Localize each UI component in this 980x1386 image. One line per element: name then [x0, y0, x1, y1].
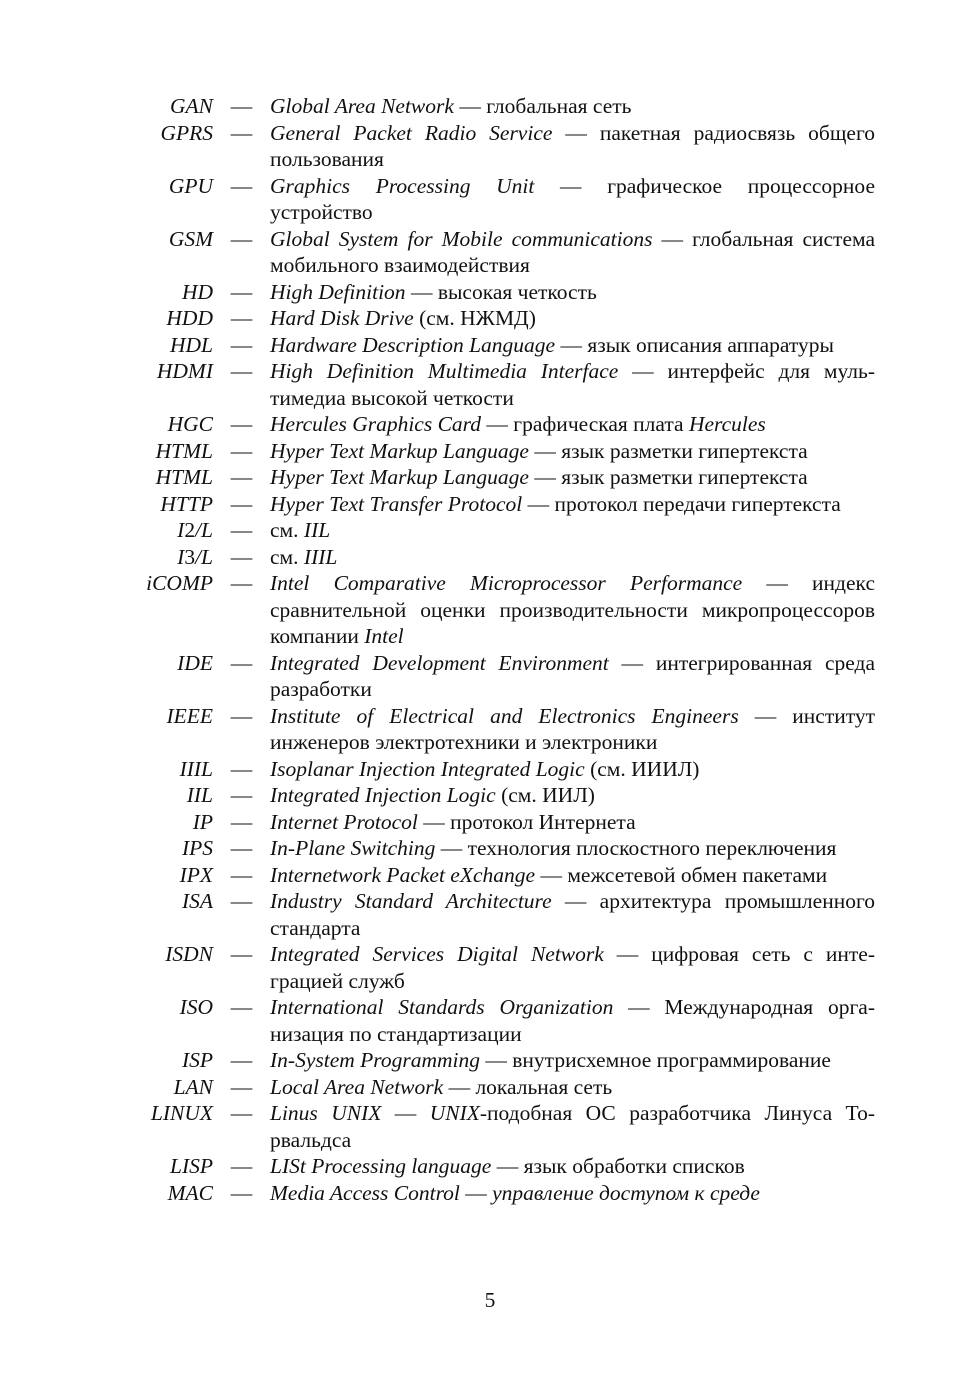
description: — межсетевой обмен пакетами — [535, 862, 828, 887]
term: Media Access Control — [270, 1180, 460, 1205]
abbreviation: IIIL — [179, 756, 213, 781]
separator-dash: — — [230, 359, 253, 383]
definition — [270, 888, 875, 941]
glossary-entry — [110, 305, 875, 332]
description: — институт инженеров электротехники и электроники — [270, 703, 875, 754]
definition — [270, 305, 875, 332]
term: Graphics Processing Unit — [270, 173, 535, 198]
description-secondary: -подобная ОС разработчика Линуса Торвальдса — [270, 1101, 876, 1152]
separator-dash: — — [230, 226, 253, 251]
term: Internetwork Packet eXchange — [270, 862, 536, 887]
description: — внутрисхемное программирование — [480, 1048, 831, 1072]
description: — протокол Интернета — [417, 809, 636, 834]
abbreviation: IEEE — [166, 703, 213, 728]
term: Hard Disk Drive — [270, 306, 414, 330]
definition — [270, 835, 875, 862]
glossary-entry — [110, 782, 875, 809]
definition — [270, 862, 875, 889]
definition — [270, 650, 875, 703]
definition — [270, 517, 875, 544]
separator-dash: — — [230, 650, 253, 675]
term: Intel Comparative Microprocessor Performance — [270, 571, 743, 595]
abbreviation: LINUX — [150, 1101, 213, 1125]
abbreviation-part: 3 — [184, 544, 196, 569]
abbreviation: HTTP — [160, 491, 213, 516]
glossary-entry — [110, 358, 875, 411]
glossary-entry — [110, 888, 875, 941]
abbreviation: IPS — [181, 836, 213, 860]
abbreviation — [110, 517, 213, 544]
definition — [270, 464, 875, 491]
term: International Standards Organization — [270, 995, 614, 1019]
glossary-entry — [110, 93, 875, 120]
abbreviation: ISO — [179, 995, 213, 1019]
description: — язык разметки гипертекста — [528, 465, 808, 489]
glossary-entry — [110, 994, 875, 1047]
term: Hyper Text Markup Language — [270, 438, 529, 463]
description: — язык обработки списков — [491, 1154, 745, 1178]
abbreviation — [110, 544, 213, 571]
glossary-entry — [110, 1153, 875, 1180]
term: Linus UNIX — [270, 1101, 382, 1125]
separator-dash: — — [230, 889, 253, 913]
separator-dash: — — [230, 544, 253, 569]
description: — графическая плата — [481, 412, 689, 436]
abbreviation-list — [110, 93, 875, 1206]
separator-dash: — — [230, 491, 253, 516]
term: Industry Standard Architecture — [270, 889, 552, 913]
abbreviation: HTML — [155, 465, 213, 489]
separator-dash: — — [230, 279, 253, 304]
definition — [270, 93, 875, 120]
separator-dash: — — [230, 836, 253, 860]
glossary-entry — [110, 809, 875, 836]
glossary-entry — [110, 279, 875, 306]
abbreviation: GPRS — [160, 120, 213, 145]
glossary-entry — [110, 411, 875, 438]
abbreviation: HTML — [155, 438, 213, 463]
glossary-entry — [110, 464, 875, 491]
abbreviation: IP — [192, 809, 213, 834]
separator-dash: — — [230, 703, 253, 728]
definition — [270, 544, 875, 571]
abbreviation: ISDN — [165, 942, 213, 966]
description: см. — [270, 518, 304, 542]
separator-dash: — — [230, 332, 253, 357]
term: In-Plane Switching — [270, 836, 436, 860]
separator-dash: — — [230, 862, 253, 887]
glossary-entry — [110, 703, 875, 756]
definition — [270, 438, 875, 465]
separator-dash: — — [230, 1154, 253, 1178]
term: Global System for Mobile communications — [270, 226, 653, 251]
abbreviation: IPX — [179, 862, 213, 887]
description: — — [459, 1180, 493, 1205]
description: — графическое процессорное устройство — [270, 173, 875, 224]
abbreviation: ISA — [181, 889, 213, 913]
separator-dash: — — [230, 783, 253, 807]
definition — [270, 279, 875, 306]
definition — [270, 1047, 875, 1074]
description: — индекс сравнительной оценки производительности микропроцессоров компании — [270, 571, 875, 648]
term: Hyper Text Markup Language — [270, 465, 529, 489]
abbreviation: HDD — [166, 306, 213, 330]
definition — [270, 332, 875, 359]
description: — высокая четкость — [405, 279, 597, 304]
term-secondary: Intel — [364, 624, 404, 648]
abbreviation: iCOMP — [146, 571, 213, 595]
abbreviation: HDMI — [156, 359, 213, 383]
glossary-entry — [110, 650, 875, 703]
glossary-entry — [110, 1100, 875, 1153]
separator-dash: — — [230, 571, 253, 595]
description: (см. ИИИЛ) — [584, 756, 700, 781]
glossary-entry — [110, 862, 875, 889]
abbreviation-part: I — [177, 518, 185, 542]
term: Hyper Text Transfer Protocol — [270, 491, 523, 516]
term: Global Area Network — [270, 94, 454, 118]
glossary-entry — [110, 173, 875, 226]
definition — [270, 1074, 875, 1101]
definition — [270, 1180, 875, 1207]
separator-dash: — — [230, 120, 253, 145]
abbreviation: LISP — [170, 1154, 213, 1178]
term: General Packet Radio Service — [270, 120, 553, 145]
separator-dash: — — [230, 465, 253, 489]
abbreviation: MAC — [167, 1180, 213, 1205]
glossary-entry — [110, 438, 875, 465]
description: — технология плоскостного переключения — [435, 836, 837, 860]
separator-dash: — — [230, 94, 253, 118]
separator-dash: — — [230, 1048, 253, 1072]
term-secondary: IIL — [303, 518, 331, 542]
term: LISt Processing language — [270, 1154, 492, 1178]
glossary-entry — [110, 756, 875, 783]
description: — язык описания аппаратуры — [555, 332, 834, 357]
definition — [270, 941, 875, 994]
description: — глобальная система мобильного взаимодействия — [270, 226, 875, 277]
description: — интерфейс для мультимедиа высокой четкости — [270, 359, 875, 410]
separator-dash: — — [230, 438, 253, 463]
abbreviation-part: I — [177, 544, 185, 569]
glossary-entry — [110, 941, 875, 994]
glossary-entry — [110, 1047, 875, 1074]
glossary-entry — [110, 544, 875, 571]
term: Integrated Services Digital Network — [270, 942, 604, 966]
term: Local Area Network — [270, 1074, 444, 1099]
term-secondary: IIIL — [303, 544, 338, 569]
abbreviation: GAN — [170, 94, 213, 118]
separator-dash: — — [230, 173, 253, 198]
glossary-entry — [110, 517, 875, 544]
description: (см. ИИЛ) — [495, 783, 595, 807]
term: Hercules Graphics Card — [270, 412, 482, 436]
glossary-entry — [110, 835, 875, 862]
separator-dash: — — [230, 942, 253, 966]
glossary-entry — [110, 226, 875, 279]
separator-dash: — — [230, 1180, 253, 1205]
glossary-entry — [110, 491, 875, 518]
definition — [270, 1100, 875, 1153]
abbreviation: ISP — [181, 1048, 213, 1072]
abbreviation-part: 2 — [184, 518, 196, 542]
separator-dash: — — [230, 809, 253, 834]
separator-dash: — — [230, 1074, 253, 1099]
definition — [270, 226, 875, 279]
abbreviation: IIL — [186, 783, 213, 807]
definition — [270, 782, 875, 809]
definition — [270, 809, 875, 836]
definition — [270, 1153, 875, 1180]
term-secondary: UNIX — [429, 1101, 480, 1125]
description: — глобальная сеть — [453, 94, 632, 118]
definition — [270, 358, 875, 411]
description: — локальная сеть — [443, 1074, 613, 1099]
description: — протокол передачи гипертекста — [522, 491, 841, 516]
description: — архитектура промышленного стандарта — [270, 889, 875, 940]
description: (см. НЖМД) — [413, 306, 536, 330]
glossary-entry — [110, 1180, 875, 1207]
abbreviation-part: /L — [195, 518, 213, 542]
description: см. — [270, 544, 304, 569]
definition — [270, 491, 875, 518]
glossary-entry — [110, 570, 875, 650]
definition — [270, 703, 875, 756]
separator-dash: — — [230, 518, 253, 542]
abbreviation-part: /L — [195, 544, 213, 569]
abbreviation: HD — [181, 279, 213, 304]
abbreviation: HDL — [169, 332, 213, 357]
term: Hardware Description Language — [270, 332, 556, 357]
abbreviation: IDE — [177, 650, 213, 675]
abbreviation: HGC — [167, 412, 213, 436]
separator-dash: — — [230, 756, 253, 781]
definition — [270, 570, 875, 650]
definition — [270, 994, 875, 1047]
abbreviation: GPU — [168, 173, 213, 198]
term: High Definition — [270, 279, 406, 304]
description: — Международная организация по стандартизации — [270, 995, 875, 1046]
term: Integrated Injection Logic — [270, 783, 496, 807]
separator-dash: — — [230, 412, 253, 436]
definition — [270, 120, 875, 173]
abbreviation: LAN — [173, 1074, 213, 1099]
term: In-System Programming — [270, 1048, 480, 1072]
page-number: 5 — [484, 1288, 496, 1312]
term-secondary: управление доступом к среде — [492, 1180, 760, 1205]
abbreviation: GSM — [168, 226, 213, 251]
separator-dash: — — [230, 1101, 253, 1125]
separator-dash: — — [230, 306, 253, 330]
glossary-entry — [110, 332, 875, 359]
term: Internet Protocol — [270, 809, 418, 834]
term: High Definition Multimedia Interface — [270, 359, 619, 383]
glossary-entry — [110, 1074, 875, 1101]
term: Isoplanar Injection Integrated Logic — [270, 756, 585, 781]
glossary-entry — [110, 120, 875, 173]
separator-dash: — — [230, 995, 253, 1019]
definition — [270, 173, 875, 226]
description: — — [381, 1101, 430, 1125]
term: Integrated Development Environment — [270, 650, 609, 675]
term-secondary: Hercules — [688, 412, 766, 436]
description: — пакетная радиосвязь общего пользования — [270, 120, 876, 171]
definition — [270, 411, 875, 438]
description: — язык разметки гипертекста — [528, 438, 808, 463]
definition — [270, 756, 875, 783]
term: Institute of Electrical and Electronics Engineers — [270, 703, 739, 728]
description: — цифровая сеть с интеграцией служб — [270, 942, 875, 993]
description: — интегрированная среда разработки — [270, 650, 875, 701]
